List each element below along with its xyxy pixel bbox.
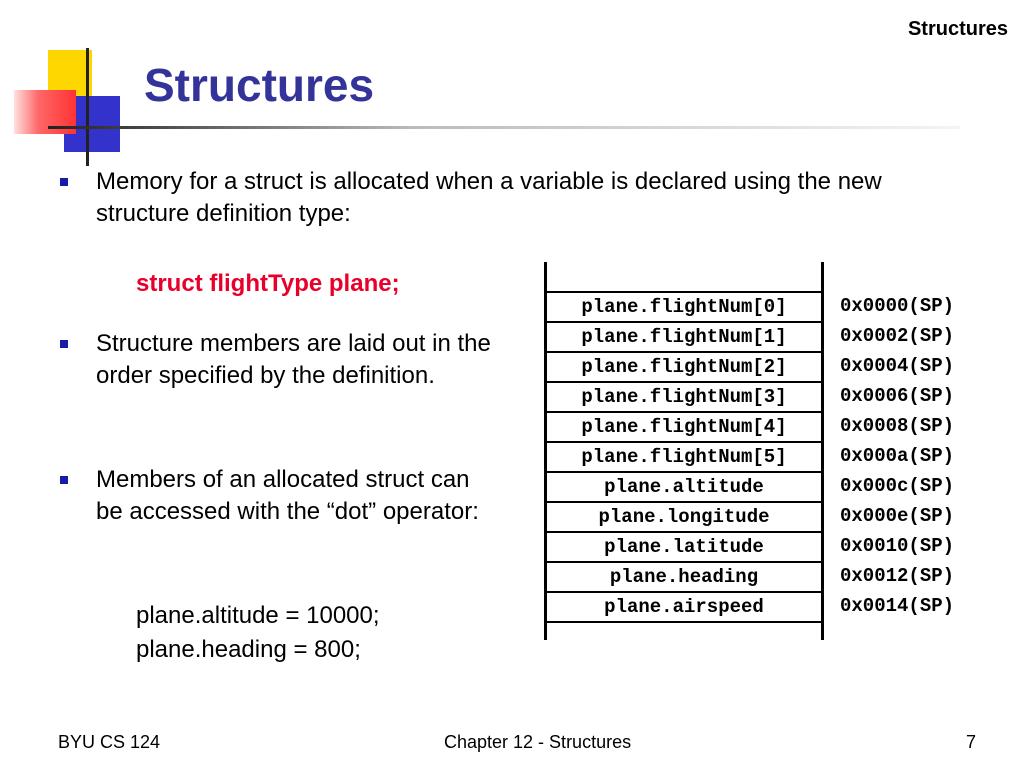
memory-cell: plane.flightNum[2] <box>547 353 821 383</box>
bullet-memory-allocation <box>96 166 936 230</box>
memory-right-rail <box>821 262 824 640</box>
memory-address: 0x0000(SP) <box>840 295 955 317</box>
footer-chapter: Chapter 12 - Structures <box>444 732 632 752</box>
memory-address-column <box>840 291 954 621</box>
bullet-marker <box>60 178 68 186</box>
header-title: Structures <box>907 18 1008 40</box>
struct-declaration: struct flightType plane; <box>136 270 400 297</box>
memory-address: 0x0008(SP) <box>840 415 955 437</box>
bullet-dot-operator <box>96 464 496 528</box>
title-underline <box>48 126 960 129</box>
logo-vertical-line <box>86 48 89 166</box>
code-example-heading: plane.heading = 800; <box>136 636 361 663</box>
footer-course: BYU CS 124 <box>58 732 161 752</box>
memory-layout-table <box>547 291 821 623</box>
bullet-text: Members of an allocated struct can be accessed with the “dot” operator: <box>96 466 479 525</box>
memory-cell: plane.airspeed <box>547 593 821 623</box>
memory-address: 0x000e(SP) <box>840 505 955 527</box>
bullet-marker <box>60 340 68 348</box>
bullet-text: Memory for a struct is allocated when a variable is declared using the new structure definition type: <box>96 168 882 227</box>
footer-page-number: 7 <box>966 732 977 752</box>
memory-address: 0x0014(SP) <box>840 595 955 617</box>
memory-cell: plane.altitude <box>547 473 821 503</box>
memory-cell: plane.flightNum[0] <box>547 291 821 323</box>
code-example-altitude: plane.altitude = 10000; <box>136 602 380 629</box>
memory-address: 0x0002(SP) <box>840 325 955 347</box>
memory-cell: plane.flightNum[1] <box>547 323 821 353</box>
memory-address: 0x0010(SP) <box>840 535 955 557</box>
memory-address: 0x000c(SP) <box>840 475 955 497</box>
slide-title: Structures <box>144 59 375 111</box>
memory-cell: plane.longitude <box>547 503 821 533</box>
decorative-logo <box>0 0 140 170</box>
memory-cell: plane.flightNum[3] <box>547 383 821 413</box>
memory-cell: plane.heading <box>547 563 821 593</box>
memory-address: 0x000a(SP) <box>840 445 955 467</box>
memory-address: 0x0004(SP) <box>840 355 955 377</box>
memory-address: 0x0006(SP) <box>840 385 955 407</box>
memory-cell: plane.latitude <box>547 533 821 563</box>
bullet-text: Structure members are laid out in the order specified by the definition. <box>96 330 491 389</box>
memory-cell: plane.flightNum[4] <box>547 413 821 443</box>
bullet-marker <box>60 476 68 484</box>
memory-cell: plane.flightNum[5] <box>547 443 821 473</box>
bullet-member-layout <box>96 328 496 392</box>
memory-address: 0x0012(SP) <box>840 565 955 587</box>
